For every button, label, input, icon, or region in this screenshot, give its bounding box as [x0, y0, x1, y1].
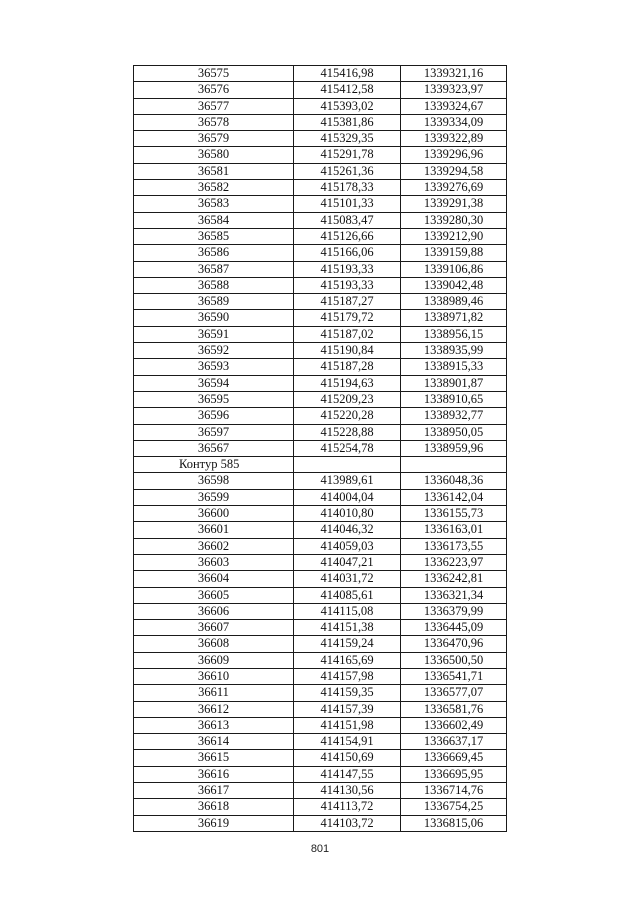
- point-number-cell: 36590: [134, 310, 294, 326]
- y-coordinate-cell: 1336815,06: [401, 815, 507, 831]
- point-number-cell: 36605: [134, 587, 294, 603]
- point-number-cell: 36618: [134, 799, 294, 815]
- x-coordinate-cell: 414147,55: [294, 766, 401, 782]
- table-row: [134, 652, 507, 668]
- x-coordinate-cell: 414113,72: [294, 799, 401, 815]
- point-number-cell: 36581: [134, 163, 294, 179]
- point-number-cell: 36589: [134, 294, 294, 310]
- table-row: [134, 587, 507, 603]
- y-coordinate-cell: 1336379,99: [401, 603, 507, 619]
- x-coordinate-cell: 415166,06: [294, 245, 401, 261]
- y-coordinate-cell: 1336470,96: [401, 636, 507, 652]
- point-number-cell: 36603: [134, 554, 294, 570]
- table-row: [134, 326, 507, 342]
- y-coordinate-cell: 1339106,86: [401, 261, 507, 277]
- coordinates-table: [133, 65, 507, 832]
- table-row: [134, 114, 507, 130]
- y-coordinate-cell: 1336048,36: [401, 473, 507, 489]
- point-number-cell: 36588: [134, 277, 294, 293]
- point-number-cell: 36594: [134, 375, 294, 391]
- y-coordinate-cell: 1338901,87: [401, 375, 507, 391]
- table-row: [134, 717, 507, 733]
- point-number-cell: 36577: [134, 98, 294, 114]
- contour-header-row: [134, 457, 507, 473]
- table-row: [134, 701, 507, 717]
- point-number-cell: 36584: [134, 212, 294, 228]
- x-coordinate-cell: 414031,72: [294, 571, 401, 587]
- x-coordinate-cell: 414159,35: [294, 685, 401, 701]
- x-coordinate-cell: 414165,69: [294, 652, 401, 668]
- y-coordinate-cell: 1336142,04: [401, 489, 507, 505]
- point-number-cell: 36567: [134, 440, 294, 456]
- y-coordinate-cell: 1338932,77: [401, 408, 507, 424]
- x-coordinate-cell: 414154,91: [294, 734, 401, 750]
- x-coordinate-cell: 415381,86: [294, 114, 401, 130]
- point-number-cell: 36614: [134, 734, 294, 750]
- y-coordinate-cell: 1338956,15: [401, 326, 507, 342]
- y-coordinate-cell: 1339042,48: [401, 277, 507, 293]
- y-coordinate-cell: 1339296,96: [401, 147, 507, 163]
- x-coordinate-cell: 415261,36: [294, 163, 401, 179]
- table-row: [134, 212, 507, 228]
- point-number-cell: 36587: [134, 261, 294, 277]
- x-coordinate-cell: 415179,72: [294, 310, 401, 326]
- y-coordinate-cell: 1336445,09: [401, 620, 507, 636]
- point-number-cell: 36607: [134, 620, 294, 636]
- table-row: [134, 506, 507, 522]
- x-coordinate-cell: 414046,32: [294, 522, 401, 538]
- point-number-cell: 36600: [134, 506, 294, 522]
- y-coordinate-cell: 1339159,88: [401, 245, 507, 261]
- point-number-cell: 36591: [134, 326, 294, 342]
- table-row: [134, 489, 507, 505]
- x-coordinate-cell: 414151,38: [294, 620, 401, 636]
- x-coordinate-cell: 415193,33: [294, 277, 401, 293]
- y-coordinate-cell: 1338989,46: [401, 294, 507, 310]
- point-number-cell: 36617: [134, 783, 294, 799]
- table-row: [134, 375, 507, 391]
- x-coordinate-cell: 415187,27: [294, 294, 401, 310]
- table-row: [134, 668, 507, 684]
- x-coordinate-cell: 414085,61: [294, 587, 401, 603]
- point-number-cell: 36606: [134, 603, 294, 619]
- point-number-cell: 36585: [134, 228, 294, 244]
- point-number-cell: 36610: [134, 668, 294, 684]
- table-row: [134, 98, 507, 114]
- point-number-cell: 36598: [134, 473, 294, 489]
- table-row: [134, 180, 507, 196]
- table-row: [134, 603, 507, 619]
- y-coordinate-cell: 1339323,97: [401, 82, 507, 98]
- point-number-cell: 36579: [134, 131, 294, 147]
- table-row: [134, 636, 507, 652]
- point-number-cell: 36604: [134, 571, 294, 587]
- x-coordinate-cell: 415126,66: [294, 228, 401, 244]
- x-coordinate-cell: 415254,78: [294, 440, 401, 456]
- y-coordinate-cell: 1338959,96: [401, 440, 507, 456]
- table-row: [134, 261, 507, 277]
- point-number-cell: 36619: [134, 815, 294, 831]
- table-row: [134, 310, 507, 326]
- x-coordinate-cell: 414059,03: [294, 538, 401, 554]
- y-coordinate-cell: 1338910,65: [401, 391, 507, 407]
- point-number-cell: 36593: [134, 359, 294, 375]
- y-coordinate-cell: 1336541,71: [401, 668, 507, 684]
- table-row: [134, 408, 507, 424]
- table-row: [134, 734, 507, 750]
- x-coordinate-cell: 415193,33: [294, 261, 401, 277]
- x-coordinate-cell: 415291,78: [294, 147, 401, 163]
- y-coordinate-cell: 1339291,38: [401, 196, 507, 212]
- x-coordinate-cell: [294, 457, 401, 473]
- y-coordinate-cell: 1336714,76: [401, 783, 507, 799]
- x-coordinate-cell: 414157,39: [294, 701, 401, 717]
- x-coordinate-cell: 414115,08: [294, 603, 401, 619]
- table-row: [134, 147, 507, 163]
- table-row: [134, 620, 507, 636]
- point-number-cell: 36609: [134, 652, 294, 668]
- point-number-cell: 36601: [134, 522, 294, 538]
- y-coordinate-cell: 1336577,07: [401, 685, 507, 701]
- x-coordinate-cell: 415194,63: [294, 375, 401, 391]
- y-coordinate-cell: 1339324,67: [401, 98, 507, 114]
- point-number-cell: 36613: [134, 717, 294, 733]
- x-coordinate-cell: 414047,21: [294, 554, 401, 570]
- x-coordinate-cell: 415393,02: [294, 98, 401, 114]
- table-row: [134, 343, 507, 359]
- y-coordinate-cell: 1336321,34: [401, 587, 507, 603]
- y-coordinate-cell: 1336602,49: [401, 717, 507, 733]
- table-row: [134, 131, 507, 147]
- point-number-cell: 36599: [134, 489, 294, 505]
- point-number-cell: 36612: [134, 701, 294, 717]
- point-number-cell: 36578: [134, 114, 294, 130]
- x-coordinate-cell: 415190,84: [294, 343, 401, 359]
- table-row: [134, 82, 507, 98]
- table-row: [134, 538, 507, 554]
- table-row: [134, 163, 507, 179]
- point-number-cell: 36597: [134, 424, 294, 440]
- y-coordinate-cell: 1338915,33: [401, 359, 507, 375]
- table-row: [134, 294, 507, 310]
- table-row: [134, 799, 507, 815]
- point-number-cell: 36615: [134, 750, 294, 766]
- x-coordinate-cell: 415329,35: [294, 131, 401, 147]
- x-coordinate-cell: 414004,04: [294, 489, 401, 505]
- table-row: [134, 245, 507, 261]
- y-coordinate-cell: 1339322,89: [401, 131, 507, 147]
- x-coordinate-cell: 415416,98: [294, 66, 401, 82]
- y-coordinate-cell: [401, 457, 507, 473]
- x-coordinate-cell: 414130,56: [294, 783, 401, 799]
- x-coordinate-cell: 414010,80: [294, 506, 401, 522]
- table-row: [134, 766, 507, 782]
- table-row: [134, 391, 507, 407]
- y-coordinate-cell: 1338935,99: [401, 343, 507, 359]
- point-number-cell: 36576: [134, 82, 294, 98]
- x-coordinate-cell: 415101,33: [294, 196, 401, 212]
- y-coordinate-cell: 1339321,16: [401, 66, 507, 82]
- y-coordinate-cell: 1336223,97: [401, 554, 507, 570]
- point-number-cell: 36586: [134, 245, 294, 261]
- y-coordinate-cell: 1336500,50: [401, 652, 507, 668]
- table-row: [134, 440, 507, 456]
- table-row: [134, 571, 507, 587]
- x-coordinate-cell: 414103,72: [294, 815, 401, 831]
- x-coordinate-cell: 414157,98: [294, 668, 401, 684]
- x-coordinate-cell: 413989,61: [294, 473, 401, 489]
- table-row: [134, 783, 507, 799]
- x-coordinate-cell: 415412,58: [294, 82, 401, 98]
- y-coordinate-cell: 1336754,25: [401, 799, 507, 815]
- y-coordinate-cell: 1338971,82: [401, 310, 507, 326]
- point-number-cell: 36592: [134, 343, 294, 359]
- y-coordinate-cell: 1336695,95: [401, 766, 507, 782]
- x-coordinate-cell: 415220,28: [294, 408, 401, 424]
- point-number-cell: 36608: [134, 636, 294, 652]
- point-number-cell: 36582: [134, 180, 294, 196]
- y-coordinate-cell: 1336242,81: [401, 571, 507, 587]
- table-row: [134, 473, 507, 489]
- x-coordinate-cell: 415083,47: [294, 212, 401, 228]
- y-coordinate-cell: 1336163,01: [401, 522, 507, 538]
- x-coordinate-cell: 415209,23: [294, 391, 401, 407]
- x-coordinate-cell: 414159,24: [294, 636, 401, 652]
- point-number-cell: 36596: [134, 408, 294, 424]
- x-coordinate-cell: 415187,02: [294, 326, 401, 342]
- table-row: [134, 554, 507, 570]
- table-row: [134, 815, 507, 831]
- contour-label-cell: Контур 585: [134, 457, 294, 473]
- table-row: [134, 66, 507, 82]
- x-coordinate-cell: 415187,28: [294, 359, 401, 375]
- coordinates-table-body: [134, 66, 507, 832]
- y-coordinate-cell: 1336669,45: [401, 750, 507, 766]
- point-number-cell: 36580: [134, 147, 294, 163]
- y-coordinate-cell: 1339334,09: [401, 114, 507, 130]
- table-row: [134, 424, 507, 440]
- point-number-cell: 36602: [134, 538, 294, 554]
- point-number-cell: 36595: [134, 391, 294, 407]
- y-coordinate-cell: 1336173,55: [401, 538, 507, 554]
- table-row: [134, 685, 507, 701]
- x-coordinate-cell: 414151,98: [294, 717, 401, 733]
- y-coordinate-cell: 1339294,58: [401, 163, 507, 179]
- y-coordinate-cell: 1336637,17: [401, 734, 507, 750]
- table-row: [134, 196, 507, 212]
- y-coordinate-cell: 1339276,69: [401, 180, 507, 196]
- y-coordinate-cell: 1336581,76: [401, 701, 507, 717]
- x-coordinate-cell: 414150,69: [294, 750, 401, 766]
- table-row: [134, 522, 507, 538]
- y-coordinate-cell: 1339280,30: [401, 212, 507, 228]
- x-coordinate-cell: 415178,33: [294, 180, 401, 196]
- page-number: 801: [310, 843, 330, 855]
- y-coordinate-cell: 1339212,90: [401, 228, 507, 244]
- table-row: [134, 277, 507, 293]
- x-coordinate-cell: 415228,88: [294, 424, 401, 440]
- point-number-cell: 36611: [134, 685, 294, 701]
- point-number-cell: 36583: [134, 196, 294, 212]
- point-number-cell: 36575: [134, 66, 294, 82]
- y-coordinate-cell: 1338950,05: [401, 424, 507, 440]
- table-row: [134, 359, 507, 375]
- point-number-cell: 36616: [134, 766, 294, 782]
- table-row: [134, 228, 507, 244]
- y-coordinate-cell: 1336155,73: [401, 506, 507, 522]
- table-row: [134, 750, 507, 766]
